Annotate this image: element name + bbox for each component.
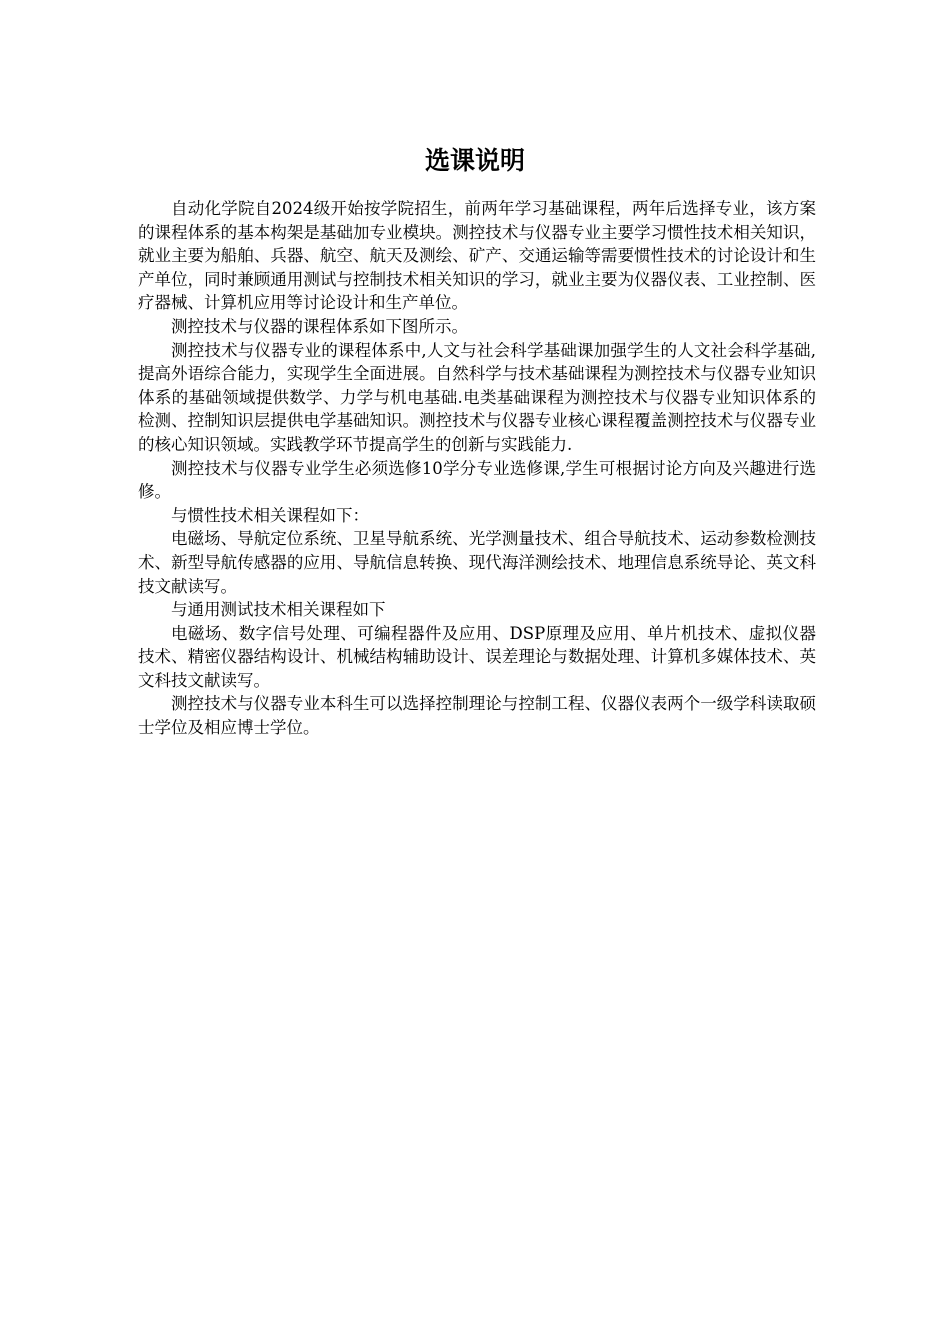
paragraph-elective-requirement: 测控技术与仪器专业学生必须选修10学分专业选修课,学生可根据讨论方向及兴趣进行选修。	[138, 458, 816, 502]
paragraph-inertial-heading: 与惯性技术相关课程如下：	[171, 505, 369, 525]
document-body	[138, 197, 816, 740]
paragraph-general-testing-courses: 电磁场、数字信号处理、可编程器件及应用、DSP原理及应用、单片机技术、虚拟仪器技术、精密仪器结构设计、机械结构辅助设计、误差理论与数据处理、计算机多媒体技术、英文科技文献读写。	[138, 623, 816, 690]
paragraph-graduate-options: 测控技术与仪器专业本科生可以选择控制理论与控制工程、仪器仪表两个一级学科读取硕士学位及相应博士学位。	[138, 694, 816, 738]
paragraph-general-testing-heading: 与通用测试技术相关课程如下	[171, 600, 386, 620]
paragraph-curriculum-system: 测控技术与仪器专业的课程体系中,人文与社会科学基础课加强学生的人文社会科学基础,提高外语综合能力，实现学生全面进展。自然科学与技术基础课程为测控技术与仪器专业知识体系的基础领域提供数学、力学与机电基础.电类基础课程为测控技术与仪器专业知识体系的检测、控制知识层提供电学基础知识。测控技术与仪器专业核心课程覆盖测控技术与仪器专业的核心知识领域。实践教学环节提高学生的创新与实践能力.	[138, 340, 816, 454]
paragraph-inertial-courses: 电磁场、导航定位系统、卫星导航系统、光学测量技术、组合导航技术、运动参数检测技术、新型导航传感器的应用、导航信息转换、现代海洋测绘技术、地理信息系统导论、英文科技文献读写。	[138, 529, 816, 596]
paragraph-curriculum-diagram-note: 测控技术与仪器的课程体系如下图所示。	[171, 316, 468, 336]
page-title: 选课说明	[424, 146, 525, 175]
paragraph-intro: 自动化学院自2024级开始按学院招生，前两年学习基础课程，两年后选择专业，该方案的课程体系的基本构架是基础加专业模块。测控技术与仪器专业主要学习惯性技术相关知识，就业主要为船舶、兵器、航空、航天及测绘、矿产、交通运输等需要惯性技术的讨论设计和生产单位，同时兼顾通用测试与控制技术相关知识的学习，就业主要为仪器仪表、工业控制、医疗器械、计算机应用等讨论设计和生产单位。	[138, 199, 816, 313]
